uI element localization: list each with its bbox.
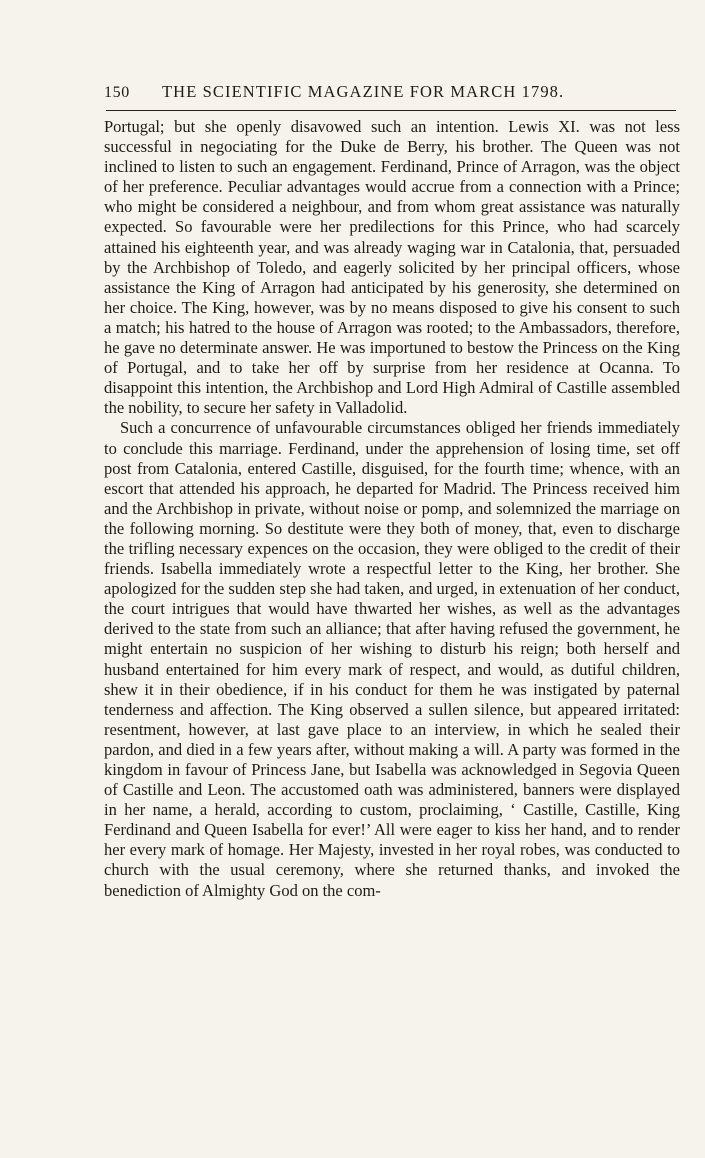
paragraph-1: Portugal; but she openly disavowed such an intention. Lewis XI. was not less successful in negociating for the Duke de Berry, his brother. The Queen was not inclined to listen to such an engagement. Ferdinand, Prince of Arragon, was the object of her preference. Peculiar advantages would accrue from a connection with a Prince; who might be considered a neighbour, and from whom great assistance was naturally expected. So favourable were her predilections for this Prince, who had scarcely attained his eighteenth year, and was already waging war in Catalonia, that, persuaded by the Archbishop of Toledo, and eagerly solicited by her principal officers, whose assistance the King of Arragon had anticipated by his generosity, she determined on her choice. The King, however, was by no means disposed to give his consent to such a match; his hatred to the house of Arragon was rooted; to the Ambassadors, therefore, he gave no determinate answer. He was importuned to bestow the Princess on the King of Portugal, and to take her off by surprise from her residence at Ocanna. To disappoint this intention, the Archbishop and Lord High Admiral of Castille assembled the nobility, to secure her safety in Valladolid. [104, 117, 680, 418]
paragraph-2: Such a concurrence of unfavourable circumstances obliged her friends immediately to conclude this marriage. Ferdinand, under the apprehension of losing time, set off post from Catalonia, entered Castille, disguised, for the fourth time; whence, with an escort that attended his approach, he departed for Madrid. The Princess received him and the Archbishop in private, without noise or pomp, and solemnized the marriage on the following morning. So destitute were they both of money, that, even to discharge the trifling necessary expences on the occasion, they were obliged to the credit of their friends. Isabella immediately wrote a respectful letter to the King, her brother. She apologized for the sudden step she had taken, and urged, in extenuation of her conduct, the court intrigues that would have thwarted her wishes, as well as the advantages derived to the state from such an alliance; that after having refused the government, he might entertain no suspicion of her wishing to disturb his reign; both herself and husband entertained for him every mark of respect, and would, as dutiful children, shew it in their obedience, if in his conduct for them he was instigated by paternal tenderness and affection. The King observed a sullen silence, but appeared irritated: resentment, however, at last gave place to an interview, in which he sealed their pardon, and died in a few years after, without making a will. A party was formed in the kingdom in favour of Princess Jane, but Isabella was acknowledged in Segovia Queen of Castille and Leon. The accustomed oath was administered, banners were displayed in her name, a herald, according to custom, proclaiming, ‘ Castille, Castille, King Ferdinand and Queen Isabella for ever!’ All were eager to kiss her hand, and to render her every mark of homage. Her Majesty, invested in her royal robes, was conducted to church with the usual ceremony, where she returned thanks, and invoked the benediction of Almighty God on the com- [104, 418, 680, 900]
page [104, 82, 680, 901]
running-title: THE SCIENTIFIC MAGAZINE FOR MARCH 1798. [162, 82, 565, 101]
page-number: 150 [104, 84, 130, 101]
header-rule [106, 110, 676, 111]
running-head [104, 82, 680, 106]
body-text [104, 117, 680, 901]
